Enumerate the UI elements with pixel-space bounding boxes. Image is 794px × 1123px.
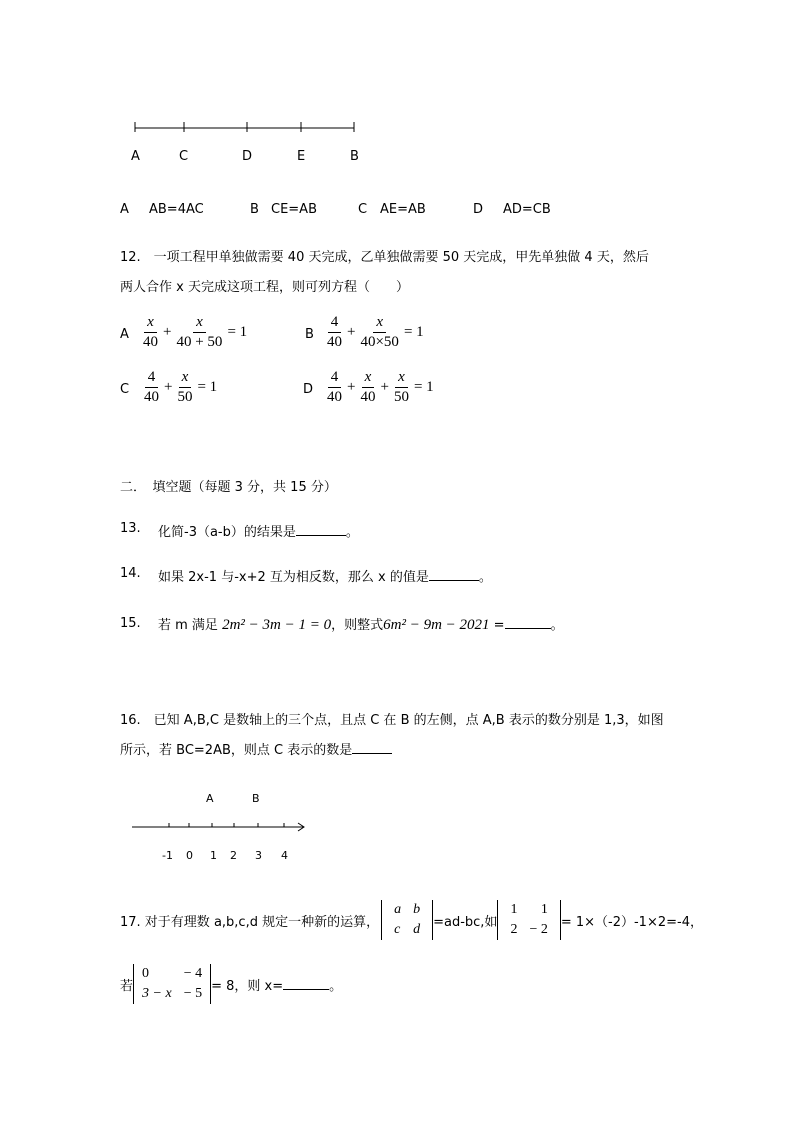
det-cell: c [394, 922, 401, 937]
q17-example-result: = 1×（-2）-1×2=-4， [560, 914, 703, 930]
q17-if: 若 [120, 978, 134, 994]
q11-option-a-letter: A [120, 202, 129, 217]
fraction [391, 369, 412, 406]
denominator: 40 [327, 334, 342, 350]
q12-option-c-letter: C [120, 382, 130, 397]
numberline-tick-label: 2 [230, 849, 237, 862]
numberline-tick-label: 4 [281, 849, 288, 862]
q17-end: 。 [329, 978, 343, 994]
q17-condition: = 8，则 x= [211, 978, 284, 994]
fraction [357, 369, 378, 406]
numberline-label-a: A [206, 792, 214, 805]
answer-blank [283, 989, 329, 990]
plus-sign: + [347, 324, 356, 340]
q17-definition: =ad-bc,如 [433, 914, 498, 930]
q17-line1 [120, 900, 703, 940]
segment-label-d: D [242, 149, 253, 164]
q15-question [158, 614, 564, 634]
det-cell: 2 [510, 922, 518, 937]
answer-blank [352, 753, 392, 754]
q17-pre: 17. 对于有理数 a,b,c,d 规定一种新的运算， [120, 914, 380, 930]
q15-mid: ，则整式 [331, 618, 384, 633]
det-cell: 0 [142, 966, 150, 981]
q14-number: 14. [120, 566, 141, 581]
equals-one: = 1 [403, 324, 424, 340]
fraction [324, 369, 345, 406]
numerator: x [362, 369, 375, 388]
equals-one: = 1 [197, 379, 218, 395]
q13-number: 13. [120, 521, 141, 536]
denominator: 40 [327, 389, 342, 405]
det-cell: − 2 [529, 922, 548, 937]
number-line [128, 818, 310, 834]
det-cell: − 4 [183, 966, 203, 981]
q13-text: 化简-3（a-b）的结果是 [158, 525, 296, 540]
q16-stem-line1: 16. 已知 A,B,C 是数轴上的三个点，且点 C 在 B 的左侧，点 A,B 表示的数分别是 1,3，如图 [120, 713, 664, 728]
q15-pre: 若 m 满足 [158, 618, 218, 633]
segment-label-c: C [179, 149, 189, 164]
q16-stem-line2 [120, 739, 392, 758]
denominator: 40 + 50 [176, 334, 223, 350]
denominator: 40 [143, 334, 158, 350]
numberline-label-b: B [252, 792, 260, 805]
numberline-tick-label: 1 [210, 849, 217, 862]
q16-line2-text: 所示，若 BC=2AB，则点 C 表示的数是 [120, 743, 353, 758]
numerator: x [144, 314, 157, 333]
equals-one: = 1 [413, 379, 434, 395]
det-cell: − 5 [183, 986, 203, 1001]
q15-end: 。 [550, 618, 564, 633]
segment-label-b: B [350, 149, 359, 164]
q12-option-a-letter: A [120, 327, 129, 342]
det-cell: b [413, 902, 421, 917]
numerator: x [193, 314, 206, 333]
q12-option-b-letter: B [305, 327, 314, 342]
q14-question [158, 566, 492, 585]
det-cell: 1 [540, 902, 548, 917]
q15-number: 15. [120, 616, 141, 631]
denominator: 50 [177, 389, 193, 405]
fraction [140, 314, 161, 351]
q17-line2 [120, 964, 342, 1004]
numberline-tick-label: -1 [162, 849, 173, 862]
det-cell: 3 − x [142, 986, 172, 1001]
denominator: 40×50 [360, 334, 399, 350]
q12-option-d-equation [324, 369, 436, 406]
q12-option-a-equation [140, 314, 249, 351]
segment-label-e: E [297, 149, 306, 164]
plus-sign: + [163, 324, 172, 340]
q12-stem-line1: 12. 一项工程甲单独做需要 40 天完成，乙单独做需要 50 天完成，甲先单独做 4 天，然后 [120, 250, 649, 265]
determinant-condition [133, 964, 211, 1004]
answer-blank [429, 580, 479, 581]
plus-sign: + [380, 379, 389, 395]
equals-one: = 1 [227, 324, 248, 340]
q15-tail: = [489, 618, 505, 633]
q15-equation: 2m² − 3m − 1 = 0 [222, 617, 332, 633]
segment-figure [130, 118, 360, 138]
q15-expression: 6m² − 9m − 2021 [383, 617, 490, 633]
plus-sign: + [347, 379, 356, 395]
fraction [141, 369, 162, 406]
det-cell: d [413, 922, 421, 937]
denominator: 40 [360, 389, 376, 405]
q11-option-d-text: AD=CB [503, 202, 551, 217]
fraction [357, 314, 401, 351]
fraction [173, 314, 225, 351]
answer-blank [505, 628, 551, 629]
q11-option-d-letter: D [473, 202, 484, 217]
fraction [174, 369, 195, 406]
numerator: x [395, 369, 408, 388]
determinant-example [497, 900, 560, 940]
numberline-tick-label: 0 [186, 849, 193, 862]
answer-blank [296, 535, 346, 536]
q12-option-b-equation [324, 314, 426, 351]
q14-text: 如果 2x-1 与-x+2 互为相反数，那么 x 的值是 [158, 570, 429, 585]
q11-option-a-text: AB=4AC [149, 202, 204, 217]
q11-option-b-letter: B [250, 202, 259, 217]
numerator: 4 [328, 314, 342, 333]
q13-end: 。 [345, 525, 359, 540]
fraction [324, 314, 345, 351]
q12-option-d-letter: D [303, 382, 314, 397]
numerator: x [179, 369, 192, 388]
denominator: 40 [144, 389, 159, 405]
numerator: 4 [328, 369, 342, 388]
q11-option-c-text: AE=AB [380, 202, 426, 217]
section-title: 二． 填空题（每题 3 分，共 15 分） [120, 480, 337, 495]
denominator: 50 [393, 389, 409, 405]
q13-question [158, 521, 359, 540]
q14-end: 。 [478, 570, 492, 585]
det-cell: a [394, 902, 402, 917]
numberline-tick-label: 3 [255, 849, 262, 862]
det-cell: 1 [510, 902, 518, 917]
q12-stem-line2: 两人合作 x 天完成这项工程，则可列方程（ ） [120, 280, 409, 295]
q11-option-b-text: CE=AB [271, 202, 317, 217]
q11-option-c-letter: C [358, 202, 368, 217]
plus-sign: + [164, 379, 173, 395]
numerator: x [373, 314, 386, 333]
segment-label-a: A [131, 149, 140, 164]
q12-option-c-equation [141, 369, 219, 406]
determinant-general [381, 900, 433, 940]
numerator: 4 [145, 369, 159, 388]
